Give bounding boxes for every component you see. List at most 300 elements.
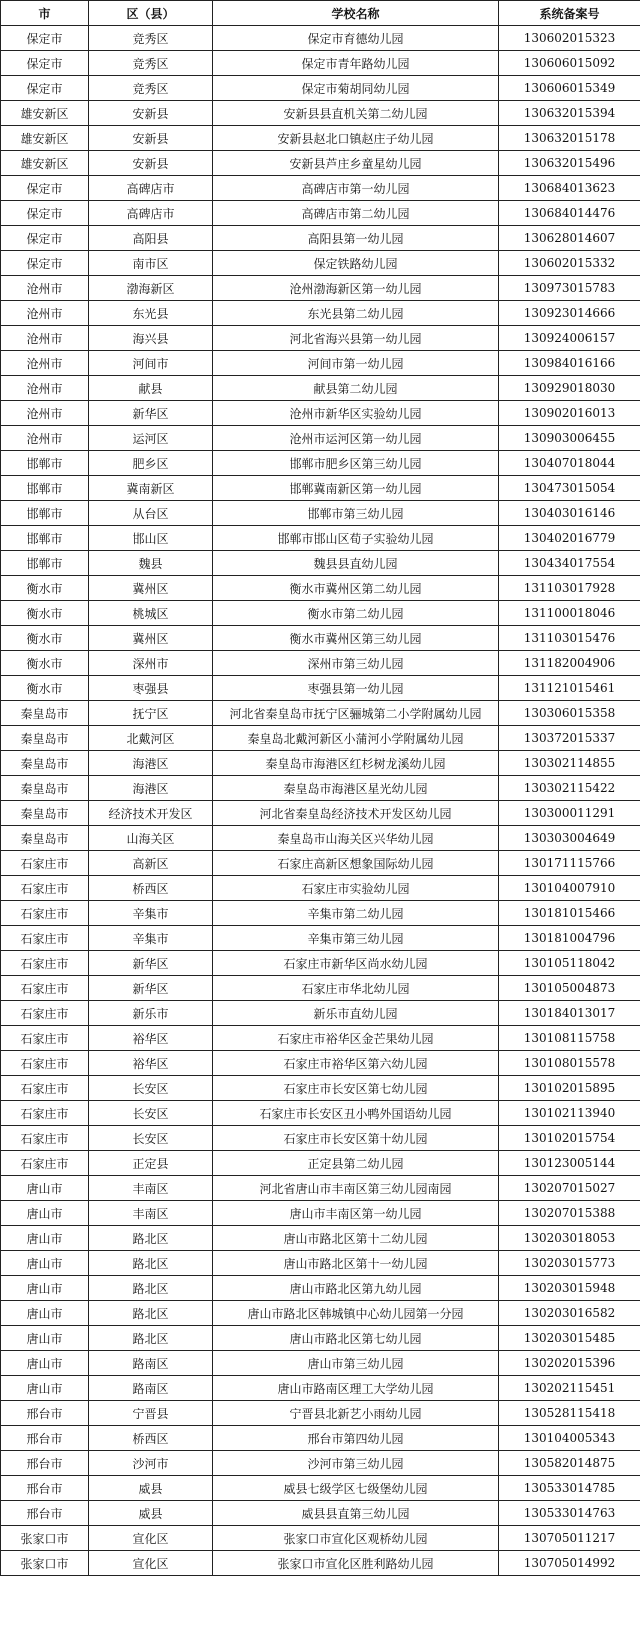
cell-school-name: 威县县直第三幼儿园	[213, 1501, 499, 1526]
cell-school-name: 安新县赵北口镇赵庄子幼儿园	[213, 126, 499, 151]
table-row	[1, 1526, 640, 1551]
cell-record-number: 130473015054	[499, 476, 640, 501]
cell-school-name: 保定市菊胡同幼儿园	[213, 76, 499, 101]
cell-record-number: 130632015394	[499, 101, 640, 126]
cell-district: 路北区	[89, 1251, 213, 1276]
table-row	[1, 626, 640, 651]
table-row	[1, 826, 640, 851]
cell-city: 秦皇岛市	[1, 701, 89, 726]
cell-school-name: 献县第二幼儿园	[213, 376, 499, 401]
cell-district: 安新县	[89, 126, 213, 151]
cell-city: 石家庄市	[1, 1126, 89, 1151]
table-row	[1, 1201, 640, 1226]
cell-record-number: 130108015578	[499, 1051, 640, 1076]
cell-district: 肥乡区	[89, 451, 213, 476]
cell-city: 石家庄市	[1, 1151, 89, 1176]
cell-school-name: 秦皇岛市海港区红杉树龙溪幼儿园	[213, 751, 499, 776]
cell-record-number: 130102113940	[499, 1101, 640, 1126]
cell-district: 从台区	[89, 501, 213, 526]
cell-district: 东光县	[89, 301, 213, 326]
cell-school-name: 秦皇岛北戴河新区小蒲河小学附属幼儿园	[213, 726, 499, 751]
cell-school-name: 深州市第三幼儿园	[213, 651, 499, 676]
cell-school-name: 石家庄市长安区第七幼儿园	[213, 1076, 499, 1101]
cell-school-name: 高阳县第一幼儿园	[213, 226, 499, 251]
cell-record-number: 130402016779	[499, 526, 640, 551]
table-row	[1, 101, 640, 126]
cell-city: 衡水市	[1, 676, 89, 701]
cell-record-number: 130202015396	[499, 1351, 640, 1376]
table-row	[1, 426, 640, 451]
cell-city: 秦皇岛市	[1, 726, 89, 751]
table-row	[1, 1276, 640, 1301]
cell-district: 枣强县	[89, 676, 213, 701]
cell-record-number: 130104007910	[499, 876, 640, 901]
cell-district: 竞秀区	[89, 76, 213, 101]
cell-record-number: 130533014785	[499, 1476, 640, 1501]
table-row	[1, 901, 640, 926]
table-row	[1, 601, 640, 626]
cell-school-name: 石家庄高新区想象国际幼儿园	[213, 851, 499, 876]
cell-school-name: 秦皇岛市海港区星光幼儿园	[213, 776, 499, 801]
cell-school-name: 石家庄市长安区第十幼儿园	[213, 1126, 499, 1151]
cell-city: 邢台市	[1, 1401, 89, 1426]
cell-city: 唐山市	[1, 1351, 89, 1376]
cell-district: 桥西区	[89, 876, 213, 901]
cell-record-number: 130684014476	[499, 201, 640, 226]
cell-record-number: 131100018046	[499, 601, 640, 626]
cell-city: 石家庄市	[1, 1001, 89, 1026]
cell-school-name: 东光县第二幼儿园	[213, 301, 499, 326]
cell-record-number: 130203015773	[499, 1251, 640, 1276]
cell-city: 保定市	[1, 26, 89, 51]
cell-city: 唐山市	[1, 1301, 89, 1326]
cell-school-name: 保定市育德幼儿园	[213, 26, 499, 51]
cell-district: 深州市	[89, 651, 213, 676]
cell-city: 石家庄市	[1, 851, 89, 876]
cell-school-name: 衡水市第二幼儿园	[213, 601, 499, 626]
cell-district: 海港区	[89, 776, 213, 801]
cell-city: 邯郸市	[1, 551, 89, 576]
cell-record-number: 130923014666	[499, 301, 640, 326]
cell-record-number: 130632015178	[499, 126, 640, 151]
cell-record-number: 130903006455	[499, 426, 640, 451]
cell-school-name: 衡水市冀州区第二幼儿园	[213, 576, 499, 601]
cell-district: 冀州区	[89, 576, 213, 601]
table-row	[1, 1251, 640, 1276]
table-row	[1, 1326, 640, 1351]
header-district: 区（县）	[89, 1, 213, 26]
cell-city: 秦皇岛市	[1, 826, 89, 851]
cell-district: 山海关区	[89, 826, 213, 851]
cell-school-name: 唐山市路南区理工大学幼儿园	[213, 1376, 499, 1401]
cell-school-name: 沧州市运河区第一幼儿园	[213, 426, 499, 451]
cell-district: 邯山区	[89, 526, 213, 551]
cell-record-number: 130302114855	[499, 751, 640, 776]
table-row	[1, 776, 640, 801]
cell-record-number: 131103015476	[499, 626, 640, 651]
cell-district: 抚宁区	[89, 701, 213, 726]
cell-record-number: 130628014607	[499, 226, 640, 251]
table-row	[1, 351, 640, 376]
cell-city: 秦皇岛市	[1, 776, 89, 801]
cell-city: 保定市	[1, 176, 89, 201]
cell-district: 宣化区	[89, 1551, 213, 1576]
cell-record-number: 130602015332	[499, 251, 640, 276]
cell-district: 长安区	[89, 1126, 213, 1151]
cell-school-name: 邯郸市邯山区荀子实验幼儿园	[213, 526, 499, 551]
cell-record-number: 130632015496	[499, 151, 640, 176]
table-row	[1, 1551, 640, 1576]
cell-record-number: 130181004796	[499, 926, 640, 951]
table-row	[1, 176, 640, 201]
cell-city: 唐山市	[1, 1251, 89, 1276]
cell-city: 保定市	[1, 226, 89, 251]
table-row	[1, 76, 640, 101]
cell-city: 唐山市	[1, 1376, 89, 1401]
cell-school-name: 张家口市宣化区胜利路幼儿园	[213, 1551, 499, 1576]
cell-district: 安新县	[89, 151, 213, 176]
cell-city: 保定市	[1, 51, 89, 76]
cell-city: 邯郸市	[1, 451, 89, 476]
cell-record-number: 130973015783	[499, 276, 640, 301]
cell-district: 海港区	[89, 751, 213, 776]
cell-city: 张家口市	[1, 1551, 89, 1576]
cell-record-number: 130705011217	[499, 1526, 640, 1551]
cell-district: 裕华区	[89, 1026, 213, 1051]
cell-school-name: 辛集市第二幼儿园	[213, 901, 499, 926]
cell-district: 宣化区	[89, 1526, 213, 1551]
cell-district: 渤海新区	[89, 276, 213, 301]
cell-city: 唐山市	[1, 1276, 89, 1301]
cell-district: 竞秀区	[89, 51, 213, 76]
cell-school-name: 新乐市直幼儿园	[213, 1001, 499, 1026]
table-row	[1, 1501, 640, 1526]
cell-district: 裕华区	[89, 1051, 213, 1076]
cell-city: 衡水市	[1, 626, 89, 651]
cell-district: 新华区	[89, 401, 213, 426]
table-row	[1, 801, 640, 826]
table-row	[1, 1176, 640, 1201]
cell-district: 海兴县	[89, 326, 213, 351]
cell-district: 路北区	[89, 1301, 213, 1326]
cell-district: 路北区	[89, 1226, 213, 1251]
cell-school-name: 邯郸市肥乡区第三幼儿园	[213, 451, 499, 476]
cell-city: 雄安新区	[1, 126, 89, 151]
header-record-number: 系统备案号	[499, 1, 640, 26]
cell-district: 冀南新区	[89, 476, 213, 501]
cell-school-name: 衡水市冀州区第三幼儿园	[213, 626, 499, 651]
cell-record-number: 131182004906	[499, 651, 640, 676]
cell-school-name: 保定铁路幼儿园	[213, 251, 499, 276]
cell-record-number: 130203015485	[499, 1326, 640, 1351]
cell-school-name: 枣强县第一幼儿园	[213, 676, 499, 701]
table-row	[1, 251, 640, 276]
cell-school-name: 石家庄市实验幼儿园	[213, 876, 499, 901]
cell-district: 新华区	[89, 976, 213, 1001]
table-row	[1, 526, 640, 551]
table-row	[1, 151, 640, 176]
cell-record-number: 130171115766	[499, 851, 640, 876]
cell-school-name: 正定县第二幼儿园	[213, 1151, 499, 1176]
cell-district: 路北区	[89, 1326, 213, 1351]
cell-district: 宁晋县	[89, 1401, 213, 1426]
cell-district: 路南区	[89, 1351, 213, 1376]
cell-district: 高碑店市	[89, 176, 213, 201]
table-row	[1, 951, 640, 976]
cell-record-number: 130181015466	[499, 901, 640, 926]
cell-school-name: 石家庄市裕华区第六幼儿园	[213, 1051, 499, 1076]
cell-city: 沧州市	[1, 401, 89, 426]
cell-school-name: 沧州市新华区实验幼儿园	[213, 401, 499, 426]
cell-record-number: 130303004649	[499, 826, 640, 851]
cell-school-name: 邯郸市第三幼儿园	[213, 501, 499, 526]
cell-district: 高碑店市	[89, 201, 213, 226]
cell-school-name: 唐山市路北区第十一幼儿园	[213, 1251, 499, 1276]
cell-city: 邢台市	[1, 1501, 89, 1526]
table-row	[1, 326, 640, 351]
table-row	[1, 1226, 640, 1251]
cell-record-number: 130403016146	[499, 501, 640, 526]
table-row	[1, 226, 640, 251]
cell-school-name: 安新县县直机关第二幼儿园	[213, 101, 499, 126]
cell-city: 石家庄市	[1, 976, 89, 1001]
cell-district: 正定县	[89, 1151, 213, 1176]
cell-city: 石家庄市	[1, 926, 89, 951]
cell-district: 竞秀区	[89, 26, 213, 51]
cell-city: 唐山市	[1, 1226, 89, 1251]
table-row	[1, 851, 640, 876]
cell-school-name: 唐山市路北区第九幼儿园	[213, 1276, 499, 1301]
cell-record-number: 130533014763	[499, 1501, 640, 1526]
cell-record-number: 130102015754	[499, 1126, 640, 1151]
table-row	[1, 1426, 640, 1451]
cell-school-name: 宁晋县北新艺小雨幼儿园	[213, 1401, 499, 1426]
cell-record-number: 130684013623	[499, 176, 640, 201]
cell-school-name: 邯郸冀南新区第一幼儿园	[213, 476, 499, 501]
cell-record-number: 130207015027	[499, 1176, 640, 1201]
cell-record-number: 130407018044	[499, 451, 640, 476]
table-row	[1, 701, 640, 726]
cell-school-name: 沙河市第三幼儿园	[213, 1451, 499, 1476]
cell-district: 丰南区	[89, 1201, 213, 1226]
table-row	[1, 1351, 640, 1376]
cell-record-number: 130302115422	[499, 776, 640, 801]
table-row	[1, 376, 640, 401]
cell-record-number: 130184013017	[499, 1001, 640, 1026]
cell-school-name: 安新县芦庄乡童星幼儿园	[213, 151, 499, 176]
cell-record-number: 130929018030	[499, 376, 640, 401]
cell-city: 唐山市	[1, 1201, 89, 1226]
table-row	[1, 1401, 640, 1426]
cell-district: 长安区	[89, 1076, 213, 1101]
cell-city: 雄安新区	[1, 101, 89, 126]
cell-city: 石家庄市	[1, 951, 89, 976]
cell-district: 辛集市	[89, 901, 213, 926]
table-row	[1, 26, 640, 51]
table-body	[1, 26, 640, 1576]
cell-record-number: 130207015388	[499, 1201, 640, 1226]
table-row	[1, 926, 640, 951]
cell-city: 邯郸市	[1, 526, 89, 551]
cell-city: 邯郸市	[1, 501, 89, 526]
cell-city: 沧州市	[1, 351, 89, 376]
cell-city: 秦皇岛市	[1, 751, 89, 776]
cell-school-name: 河北省秦皇岛市抚宁区骊城第二小学附属幼儿园	[213, 701, 499, 726]
table-row	[1, 576, 640, 601]
cell-record-number: 130203018053	[499, 1226, 640, 1251]
cell-district: 高新区	[89, 851, 213, 876]
table-row	[1, 451, 640, 476]
cell-district: 威县	[89, 1476, 213, 1501]
cell-record-number: 130372015337	[499, 726, 640, 751]
cell-city: 邢台市	[1, 1426, 89, 1451]
cell-school-name: 唐山市路北区韩城镇中心幼儿园第一分园	[213, 1301, 499, 1326]
cell-district: 新乐市	[89, 1001, 213, 1026]
table-row	[1, 651, 640, 676]
cell-city: 石家庄市	[1, 901, 89, 926]
cell-city: 保定市	[1, 251, 89, 276]
cell-city: 保定市	[1, 76, 89, 101]
cell-school-name: 邢台市第四幼儿园	[213, 1426, 499, 1451]
cell-record-number: 130924006157	[499, 326, 640, 351]
cell-school-name: 保定市青年路幼儿园	[213, 51, 499, 76]
cell-district: 北戴河区	[89, 726, 213, 751]
cell-school-name: 高碑店市第二幼儿园	[213, 201, 499, 226]
table-row	[1, 276, 640, 301]
cell-school-name: 河北省唐山市丰南区第三幼儿园南园	[213, 1176, 499, 1201]
cell-record-number: 130902016013	[499, 401, 640, 426]
table-header-row	[1, 1, 640, 26]
cell-city: 雄安新区	[1, 151, 89, 176]
cell-district: 路南区	[89, 1376, 213, 1401]
cell-school-name: 张家口市宣化区观桥幼儿园	[213, 1526, 499, 1551]
cell-city: 邢台市	[1, 1476, 89, 1501]
table-row	[1, 201, 640, 226]
cell-school-name: 高碑店市第一幼儿园	[213, 176, 499, 201]
cell-district: 辛集市	[89, 926, 213, 951]
cell-record-number: 130300011291	[499, 801, 640, 826]
table-row	[1, 1476, 640, 1501]
cell-school-name: 河间市第一幼儿园	[213, 351, 499, 376]
table-row	[1, 401, 640, 426]
table-row	[1, 876, 640, 901]
cell-record-number: 130123005144	[499, 1151, 640, 1176]
cell-district: 魏县	[89, 551, 213, 576]
table-row	[1, 676, 640, 701]
cell-district: 运河区	[89, 426, 213, 451]
cell-city: 沧州市	[1, 376, 89, 401]
table-row	[1, 1101, 640, 1126]
cell-record-number: 130705014992	[499, 1551, 640, 1576]
cell-district: 沙河市	[89, 1451, 213, 1476]
cell-record-number: 131121015461	[499, 676, 640, 701]
cell-city: 张家口市	[1, 1526, 89, 1551]
table-row	[1, 301, 640, 326]
cell-record-number: 130528115418	[499, 1401, 640, 1426]
cell-record-number: 131103017928	[499, 576, 640, 601]
cell-district: 新华区	[89, 951, 213, 976]
table-row	[1, 1451, 640, 1476]
cell-district: 威县	[89, 1501, 213, 1526]
table-row	[1, 976, 640, 1001]
cell-city: 唐山市	[1, 1326, 89, 1351]
table-row	[1, 1376, 640, 1401]
cell-city: 衡水市	[1, 601, 89, 626]
cell-district: 高阳县	[89, 226, 213, 251]
cell-city: 石家庄市	[1, 1026, 89, 1051]
cell-record-number: 130306015358	[499, 701, 640, 726]
table-row	[1, 1126, 640, 1151]
cell-record-number: 130102015895	[499, 1076, 640, 1101]
cell-city: 沧州市	[1, 426, 89, 451]
cell-record-number: 130202115451	[499, 1376, 640, 1401]
cell-school-name: 石家庄市新华区尚水幼儿园	[213, 951, 499, 976]
table-row	[1, 501, 640, 526]
cell-district: 经济技术开发区	[89, 801, 213, 826]
cell-record-number: 130984016166	[499, 351, 640, 376]
cell-city: 衡水市	[1, 576, 89, 601]
cell-city: 唐山市	[1, 1176, 89, 1201]
cell-city: 保定市	[1, 201, 89, 226]
table-row	[1, 126, 640, 151]
table-row	[1, 551, 640, 576]
cell-record-number: 130434017554	[499, 551, 640, 576]
cell-record-number: 130606015092	[499, 51, 640, 76]
cell-school-name: 河北省秦皇岛经济技术开发区幼儿园	[213, 801, 499, 826]
table-row	[1, 51, 640, 76]
cell-city: 沧州市	[1, 301, 89, 326]
cell-record-number: 130582014875	[499, 1451, 640, 1476]
cell-school-name: 辛集市第三幼儿园	[213, 926, 499, 951]
cell-city: 沧州市	[1, 326, 89, 351]
cell-district: 长安区	[89, 1101, 213, 1126]
cell-school-name: 唐山市路北区第七幼儿园	[213, 1326, 499, 1351]
cell-school-name: 唐山市丰南区第一幼儿园	[213, 1201, 499, 1226]
cell-school-name: 石家庄市裕华区金芒果幼儿园	[213, 1026, 499, 1051]
cell-school-name: 沧州渤海新区第一幼儿园	[213, 276, 499, 301]
cell-district: 桃城区	[89, 601, 213, 626]
cell-city: 石家庄市	[1, 1076, 89, 1101]
cell-school-name: 唐山市第三幼儿园	[213, 1351, 499, 1376]
cell-record-number: 130606015349	[499, 76, 640, 101]
cell-city: 秦皇岛市	[1, 801, 89, 826]
table-row	[1, 1001, 640, 1026]
cell-record-number: 130104005343	[499, 1426, 640, 1451]
cell-school-name: 威县七级学区七级堡幼儿园	[213, 1476, 499, 1501]
cell-district: 丰南区	[89, 1176, 213, 1201]
cell-city: 沧州市	[1, 276, 89, 301]
table-row	[1, 1076, 640, 1101]
cell-city: 石家庄市	[1, 876, 89, 901]
cell-school-name: 秦皇岛市山海关区兴华幼儿园	[213, 826, 499, 851]
table-row	[1, 1151, 640, 1176]
cell-record-number: 130602015323	[499, 26, 640, 51]
header-school-name: 学校名称	[213, 1, 499, 26]
table-row	[1, 1026, 640, 1051]
cell-district: 河间市	[89, 351, 213, 376]
cell-city: 邯郸市	[1, 476, 89, 501]
cell-school-name: 石家庄市华北幼儿园	[213, 976, 499, 1001]
cell-district: 安新县	[89, 101, 213, 126]
cell-record-number: 130105118042	[499, 951, 640, 976]
cell-district: 桥西区	[89, 1426, 213, 1451]
table-row	[1, 476, 640, 501]
cell-record-number: 130203016582	[499, 1301, 640, 1326]
cell-school-name: 魏县县直幼儿园	[213, 551, 499, 576]
table-row	[1, 751, 640, 776]
cell-record-number: 130105004873	[499, 976, 640, 1001]
cell-district: 南市区	[89, 251, 213, 276]
